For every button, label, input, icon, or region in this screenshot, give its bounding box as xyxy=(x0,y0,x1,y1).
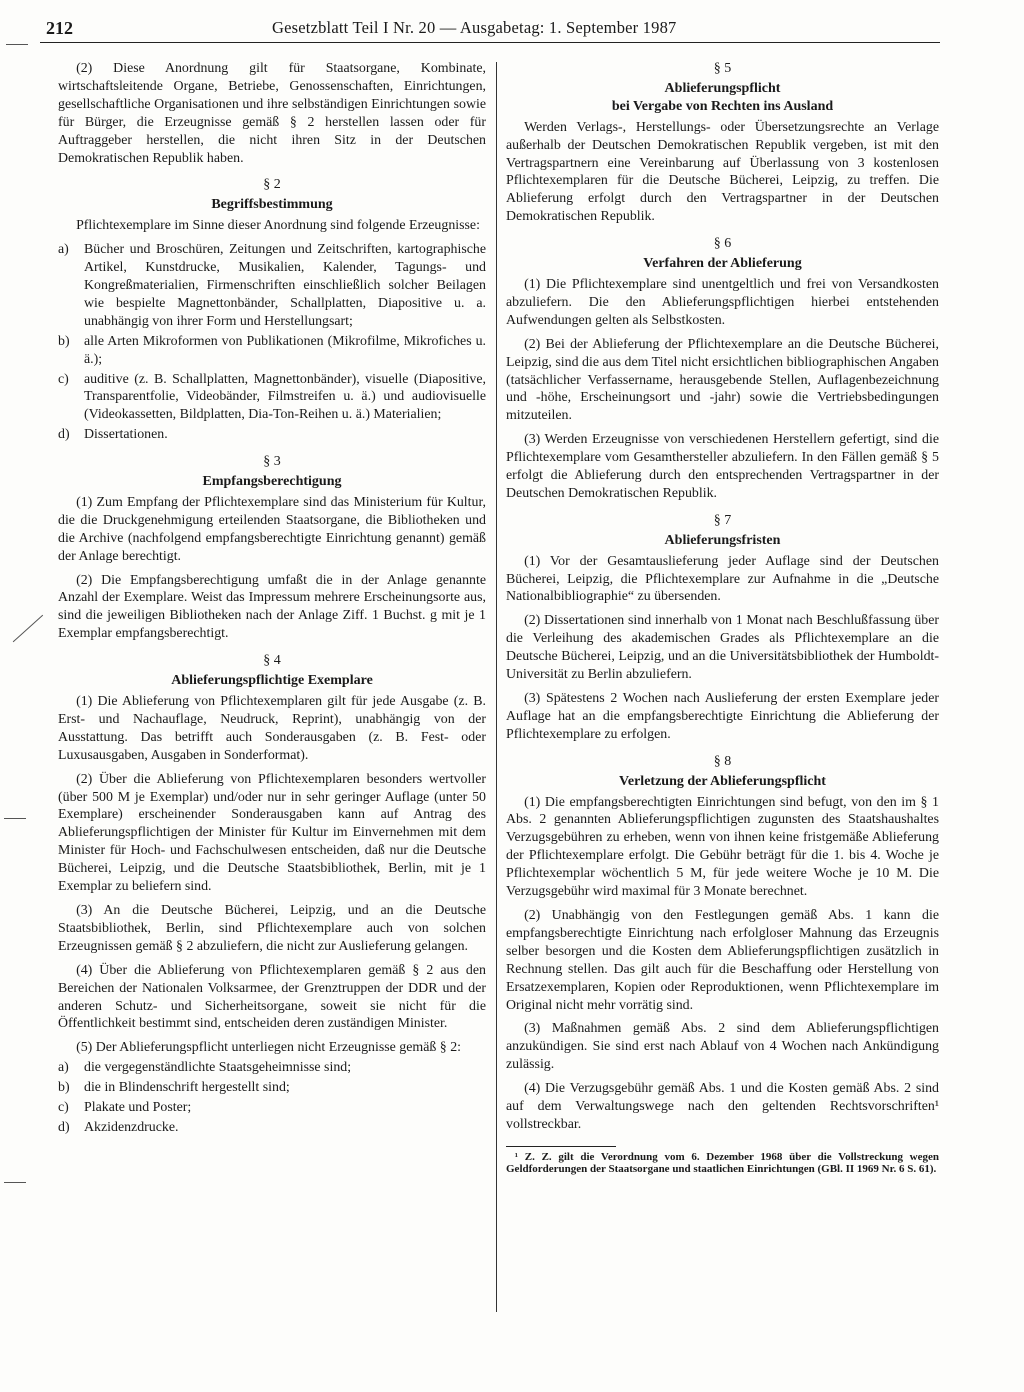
list-marker: a) xyxy=(58,1060,69,1076)
list-text: Dissertationen. xyxy=(84,427,168,443)
running-head: Gesetzblatt Teil I Nr. 20 — Ausgabetag: 1. September 1987 xyxy=(272,18,677,37)
section-3-paragraph-2: (2) Die Empfangsberechtigung umfaßt die in der Anlage genannte Anzahl der Exemplare. Weist das Impressum mehrere Erscheinungsorte aus, sind die jeweiligen Bibliotheken nach der Anlage Ziff. 1 Buchst. g mit je 1 Exemplar empfangsberechtigt. xyxy=(58,572,486,642)
list-item xyxy=(58,426,486,444)
section-5-number: § 5 xyxy=(713,61,732,76)
section-7-paragraph-1: (1) Vor der Gesamtauslieferung jeder Auflage sind der Deutschen Bücherei, Leipzig, die Pflichtexemplare zur Aufnahme in die „Deutsche Nationalbibliographie“ zu übersenden. xyxy=(506,553,939,605)
list-item xyxy=(58,333,486,369)
page-number: 212 xyxy=(46,18,73,38)
list-text: die vergegenständlichte Staatsgeheimnisse sind; xyxy=(84,1060,352,1076)
footnote-rule xyxy=(506,1146,616,1147)
section-8-paragraph-3: (3) Maßnahmen gemäß Abs. 2 sind dem Ablieferungspflichtigen anzukündigen. Sie sind erst nach Ablauf von 4 Wochen nach Ankündigung zulässig. xyxy=(506,1021,939,1073)
section-2-list xyxy=(58,241,486,444)
list-marker: c) xyxy=(58,1100,69,1116)
margin-tick xyxy=(6,44,28,45)
section-2-title: Begriffsbestimmung xyxy=(211,197,333,213)
list-item xyxy=(58,1079,486,1097)
section-4-paragraph-4: (4) Über die Ablieferung von Pflichtexemplaren gemäß § 2 aus den Bereichen der Nationalen Volksarmee, der Grenztruppen der DDR und der anderen Schutz- und Sicherheitsorgane, soweit sie nicht für die Öffentlichkeit bestimmt sind, entscheiden deren zuständigen Minister. xyxy=(58,962,486,1032)
section-8-paragraph-4: (4) Die Verzugsgebühr gemäß Abs. 1 und die Kosten gemäß Abs. 2 sind auf dem Verwaltungswege nach den geltenden Rechtsvorschriften¹ vollstreckbar. xyxy=(506,1081,939,1132)
list-item xyxy=(58,371,486,425)
section-5-title-line-1: Ablieferungspflicht xyxy=(664,80,781,96)
list-marker: a) xyxy=(58,242,69,258)
margin-slash xyxy=(13,615,44,643)
section-2-number: § 2 xyxy=(263,177,281,193)
section-7-number: § 7 xyxy=(713,512,732,528)
section-8-paragraph-2: (2) Unabhängig von den Festlegungen gemäß Abs. 1 kann die empfangsberechtigte Einrichtung nach erfolgloser Mahnung das Erzeugnis selber besorgen und die Kosten dem Ablieferungspflichtigen zusätzlich in Rechnung stellen. Das gilt auch für die Beschaffung oder Herstellung von Ersatzexemplaren, Kopien oder Reproduktionen, wenn Pflichtexemplare im Original nicht mehr vorrätig sind. xyxy=(506,907,939,1013)
list-marker: d) xyxy=(58,427,70,443)
section-4-paragraph-2: (2) Über die Ablieferung von Pflichtexemplaren besonders wertvoller (über 500 M je Exemplar) und/oder nur in sehr geringer Auflage (unter 50 Exemplare) erscheinender Sonderausgaben kann auf Antrag des Ablieferungspflichtigen der Minister für Kultur im Einvernehmen mit dem Minister für Hoch- und Fachschulwesen entscheiden, daß nur die Deutsche Bücherei, Leipzig, und die Deutsche Staatsbibliothek, Berlin, mit je 1 Exemplar zu beliefern sind. xyxy=(58,771,486,895)
footnote: ¹ Z. Z. gilt die Verordnung vom 6. Dezember 1968 über die Vollstreckung wegen Geldforderungen der Staatsorgane und staatlichen Einrichtungen (GBl. II 1969 Nr. 6 S. 61). xyxy=(506,1150,939,1176)
list-text: Akzidenzdrucke. xyxy=(84,1119,179,1135)
section-2-lead: Pflichtexemplare im Sinne dieser Anordnung sind folgende Erzeugnisse: xyxy=(76,218,480,234)
section-8-title: Verletzung der Ablieferungspflicht xyxy=(619,773,826,789)
list-item xyxy=(58,1119,486,1137)
section-3-title: Empfangsberechtigung xyxy=(202,474,342,490)
section-8-paragraph-1: (1) Die empfangsberechtigten Einrichtungen sind befugt, von den im § 1 Abs. 2 genannten Ablieferungspflichtigen zugunsten des Staatshaushaltes Verzugsgebühren zu erheben, wenn von ihnen keine fristgemäße Ablieferung der Pflichtexemplare erfolgt. Die Gebühr beträgt für die 1. bis 4. Woche je Pflichtexemplar wöchentlich 5 M, für jede weitere Woche je 10 M. Die Verzugsgebühr wird maximal für 3 Monate berechnet. xyxy=(506,794,939,900)
section-6-paragraph-3: (3) Werden Erzeugnisse von verschiedenen Herstellern gefertigt, sind die Pflichtexemplare vom Gesamthersteller abzuliefern. In den Fällen gemäß § 5 erfolgt die Ablieferung durch den entsprechenden Vertragspartner in der Deutschen Demokratischen Republik. xyxy=(506,432,939,501)
list-text: alle Arten Mikroformen von Publikationen (Mikrofilme, Mikrofiches u. ä.); xyxy=(84,333,486,367)
list-marker: c) xyxy=(58,371,69,387)
section-4-paragraph-3: (3) An die Deutsche Bücherei, Leipzig, und an die Deutsche Staatsbibliothek, Berlin, sind Pflichtexemplare auch von solchen Erzeugnissen gemäß § 2 abzuliefern, die nicht zur Auslieferung gelangen. xyxy=(58,902,486,954)
list-text: auditive (z. B. Schallplatten, Magnettonbänder), visuelle (Diapositive, Transparentfolie, Videobänder, Filmstreifen u. ä.) und audiovisuelle (Videokassetten, Bildplatten, Dia-Ton-Reihen u. ä.) Materialien; xyxy=(84,371,486,423)
column-rule xyxy=(496,62,497,1312)
section-4-title: Ablieferungspflichtige Exemplare xyxy=(171,673,373,689)
margin-tick xyxy=(4,818,26,819)
left-column xyxy=(58,60,486,1139)
intro-paragraph: (2) Diese Anordnung gilt für Staatsorgane, Kombinate, wirtschaftsleitende Organe, Betriebe, Genossenschaften, Einrichtungen, gesellschaftliche Organisationen und ihre selbständigen Einrichtungen sowie für Bürger, die Erzeugnisse gemäß § 2 herstellen lassen oder für Auftraggeber herstellen, die nicht ihren Sitz in der Deutschen Demokratischen Republik haben. xyxy=(58,61,486,166)
section-3-number: § 3 xyxy=(263,454,281,470)
section-5-title-line-2: bei Vergabe von Rechten ins Ausland xyxy=(611,98,834,114)
section-7-paragraph-2: (2) Dissertationen sind innerhalb von 1 Monat nach Beschlußfassung über die Verleihung des akademischen Grades als Pflichtexemplare an die Deutsche Bücherei, Leipzig, und an die Universitätsbibliothek der Humboldt-Universität zu Berlin abzuliefern. xyxy=(506,613,939,683)
section-4-number: § 4 xyxy=(263,653,281,669)
section-6-title: Verfahren der Ablieferung xyxy=(643,256,802,272)
section-5-paragraph: Werden Verlags-, Herstellungs- oder Übersetzungsrechte an Verlage außerhalb der Deutschen Demokratischen Republik vergeben, ist mit den Vertragspartnern eine Vereinbarung auf Überlassung von 3 kostenlosen Pflichtexemplaren für die Deutsche Bücherei, Leipzig, zu treffen. Die Ablieferung erfolgt durch den Vertragspartner in der Deutschen Demokratischen Republik. xyxy=(506,119,939,225)
section-6-number: § 6 xyxy=(713,236,732,252)
page-header xyxy=(40,16,940,43)
section-4-paragraph-1: (1) Die Ablieferung von Pflichtexemplaren gilt für jede Ausgabe (z. B. Erst- und Nachauflage, Neudruck, Reprint), unabhängig von der Ausstattung. Das betrifft auch Sonderausgaben (z. B. Fest- oder Luxusausgaben, Ausgaben in Sonderformat). xyxy=(58,694,486,763)
section-7-paragraph-3: (3) Spätestens 2 Wochen nach Auslieferung der ersten Exemplare jeder Auflage hat an die empfangsberechtigte Einrichtung die Ablieferung der Pflichtexemplare zu erfolgen. xyxy=(506,691,939,742)
list-marker: b) xyxy=(58,1080,70,1096)
section-7-title: Ablieferungsfristen xyxy=(664,532,781,548)
section-4-paragraph-5: (5) Der Ablieferungspflicht unterliegen nicht Erzeugnisse gemäß § 2: xyxy=(76,1040,462,1056)
right-column xyxy=(506,60,939,1182)
list-text: Plakate und Poster; xyxy=(84,1100,192,1116)
list-item xyxy=(58,1059,486,1077)
list-item xyxy=(58,1099,486,1117)
list-item xyxy=(58,241,486,331)
margin-tick xyxy=(4,1182,26,1183)
section-8-number: § 8 xyxy=(713,753,732,769)
section-3-paragraph-1: (1) Zum Empfang der Pflichtexemplare sind das Ministerium für Kultur, die die Druckgenehmigung erteilenden Staatsorgane, die Bibliotheken und die Archive (nachfolgend empfangsberechtigte Einrichtung genannt) gemäß der Anlage berechtigt. xyxy=(58,494,486,564)
section-6-paragraph-2: (2) Bei der Ablieferung der Pflichtexemplare an die Deutsche Bücherei, Leipzig, sind die aus dem Titel nicht ersichtlichen bibliographischen Angaben (tatsächlicher Verfassername, herausgebende Stellen, Auflagenbezeichnung und -höhe, Erscheinungsort und -jahr) sowie die Vertriebsbedingungen mitzuteilen. xyxy=(506,336,939,424)
section-4-exemption-list xyxy=(58,1059,486,1137)
list-marker: d) xyxy=(58,1119,70,1135)
list-text: Bücher und Broschüren, Zeitungen und Zeitschriften, kartographische Artikel, Kunstdrucke, Musikalien, Kalender, Tagungs- und Kongreßmaterialien, Firmenschriften einschließlich solcher Beilagen wie bespielte Magnettonbänder, Schallplatten, Diapositive u. a. unabhängig von ihrer Form und Herstellungsart; xyxy=(84,242,486,329)
section-6-paragraph-1: (1) Die Pflichtexemplare sind unentgeltlich und frei von Versandkosten abzuliefern. Die den Ablieferungspflichtigen hierbei entstehenden Aufwendungen gelten als Selbstkosten. xyxy=(506,276,939,328)
list-text: die in Blindenschrift hergestellt sind; xyxy=(84,1080,290,1096)
list-marker: b) xyxy=(58,333,70,349)
